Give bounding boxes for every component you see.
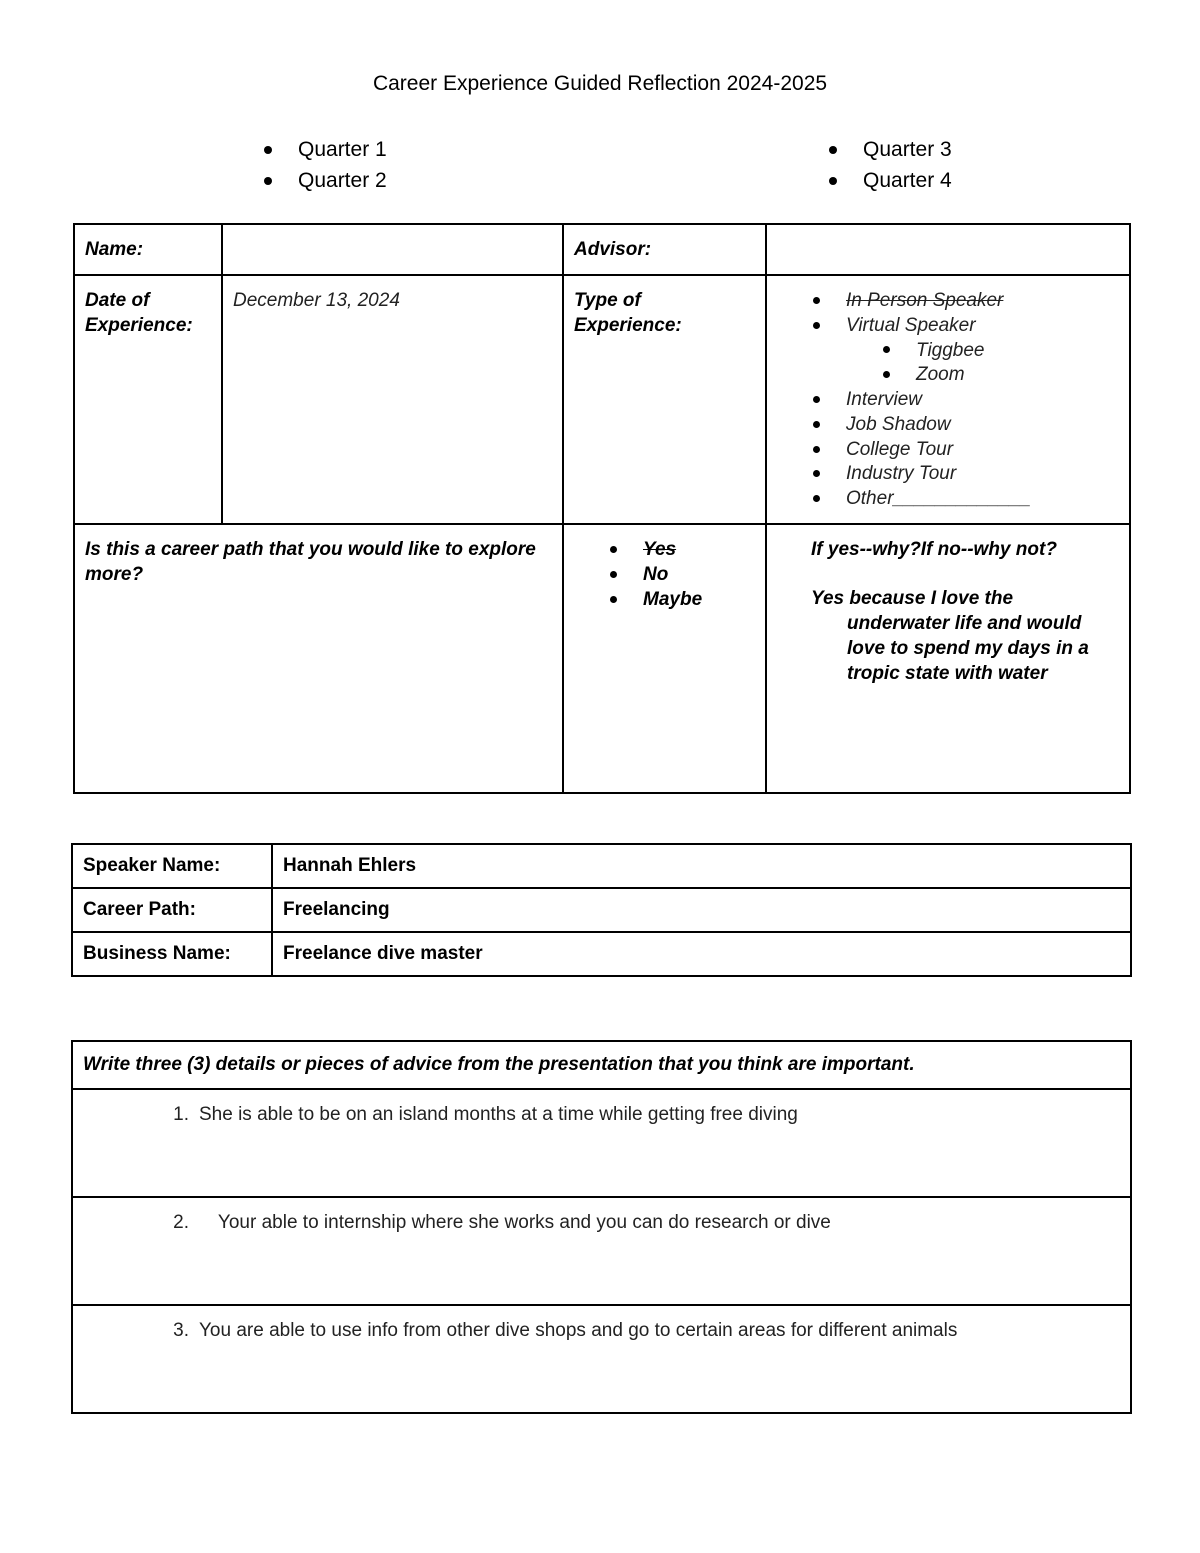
type-label: Type of Experience: xyxy=(563,275,766,524)
career-path-field[interactable]: Freelancing xyxy=(272,888,1131,932)
detail-number: 1. xyxy=(173,1104,189,1125)
list-item[interactable] xyxy=(813,437,1119,462)
why-answer-continued[interactable]: underwater life and would love to spend my days in a tropic state with water xyxy=(847,613,1089,685)
list-item-label: Yes xyxy=(643,539,677,561)
explore-options-list xyxy=(610,537,755,611)
list-item-label: Zoom xyxy=(916,364,965,386)
detail-item[interactable] xyxy=(72,1305,1131,1413)
bullet-icon xyxy=(610,596,617,603)
why-answer-first-line[interactable]: Yes because I love the xyxy=(811,588,1014,610)
list-item-label: Job Shadow xyxy=(846,413,951,435)
advisor-label: Advisor: xyxy=(563,224,766,275)
advisor-field[interactable] xyxy=(766,224,1130,275)
list-item[interactable] xyxy=(610,562,755,587)
list-item[interactable] xyxy=(813,313,1119,338)
bullet-icon xyxy=(813,396,820,403)
date-label: Date of Experience: xyxy=(74,275,222,524)
bullet-icon xyxy=(264,146,272,154)
experience-info-table xyxy=(73,223,1131,794)
why-answer-cell xyxy=(766,524,1130,793)
bullet-icon xyxy=(883,371,890,378)
bullet-icon xyxy=(813,421,820,428)
list-item[interactable] xyxy=(813,362,1119,387)
details-table xyxy=(71,1040,1132,1414)
explore-options xyxy=(563,524,766,793)
bullet-icon xyxy=(829,146,837,154)
list-item-label: Maybe xyxy=(643,588,703,610)
date-field[interactable]: December 13, 2024 xyxy=(222,275,563,524)
list-item[interactable] xyxy=(610,537,755,562)
quarter-option: Quarter 2 xyxy=(264,165,387,196)
bullet-icon xyxy=(610,571,617,578)
career-path-label: Career Path: xyxy=(72,888,272,932)
detail-text: Your able to internship where she works and you can do research or dive xyxy=(213,1212,831,1233)
list-item-label: No xyxy=(643,563,669,585)
list-item-label: Tiggbee xyxy=(916,339,985,361)
name-field[interactable] xyxy=(222,224,563,275)
type-options-list xyxy=(813,288,1119,511)
list-item[interactable] xyxy=(813,486,1119,511)
list-item[interactable] xyxy=(813,412,1119,437)
list-item[interactable] xyxy=(813,387,1119,412)
quarters-left xyxy=(264,134,387,196)
list-item-label: College Tour xyxy=(846,438,954,460)
quarters-right xyxy=(829,134,952,196)
business-name-field[interactable]: Freelance dive master xyxy=(272,932,1131,976)
type-options xyxy=(766,275,1130,524)
details-prompt: Write three (3) details or pieces of advice from the presentation that you think are important. xyxy=(72,1041,1131,1089)
bullet-icon xyxy=(813,446,820,453)
list-item[interactable] xyxy=(813,462,1119,487)
detail-text: You are able to use info from other dive shops and go to certain areas for different animals xyxy=(199,1320,958,1341)
bullet-icon xyxy=(610,546,617,553)
speaker-name-field[interactable]: Hannah Ehlers xyxy=(272,844,1131,888)
bullet-icon xyxy=(813,322,820,329)
list-item-label: Other_____________ xyxy=(846,488,1031,510)
detail-item[interactable] xyxy=(72,1197,1131,1305)
speaker-name-label: Speaker Name: xyxy=(72,844,272,888)
list-item[interactable] xyxy=(813,338,1119,363)
quarter-option: Quarter 3 xyxy=(829,134,952,165)
detail-text: She is able to be on an island months at a time while getting free diving xyxy=(199,1104,798,1125)
document-title: Career Experience Guided Reflection 2024-2025 xyxy=(372,72,828,95)
quarter-option: Quarter 1 xyxy=(264,134,387,165)
list-item[interactable] xyxy=(610,587,755,612)
bullet-icon xyxy=(813,495,820,502)
bullet-icon xyxy=(829,177,837,185)
list-item[interactable] xyxy=(813,288,1119,313)
bullet-icon xyxy=(813,470,820,477)
explore-question: Is this a career path that you would like to explore more? xyxy=(74,524,563,793)
bullet-icon xyxy=(264,177,272,185)
list-item-label: In Person Speaker xyxy=(846,289,1004,311)
detail-item[interactable] xyxy=(72,1089,1131,1197)
name-label: Name: xyxy=(74,224,222,275)
quarter-option: Quarter 4 xyxy=(829,165,952,196)
detail-number: 3. xyxy=(173,1320,189,1341)
speaker-table xyxy=(71,843,1132,977)
list-item-label: Virtual Speaker xyxy=(846,314,976,336)
list-item-label: Interview xyxy=(846,389,923,411)
bullet-icon xyxy=(813,297,820,304)
bullet-icon xyxy=(883,346,890,353)
business-name-label: Business Name: xyxy=(72,932,272,976)
detail-number: 2. xyxy=(173,1212,189,1233)
why-question: If yes--why?If no--why not? xyxy=(811,539,1057,561)
list-item-label: Industry Tour xyxy=(846,463,957,485)
